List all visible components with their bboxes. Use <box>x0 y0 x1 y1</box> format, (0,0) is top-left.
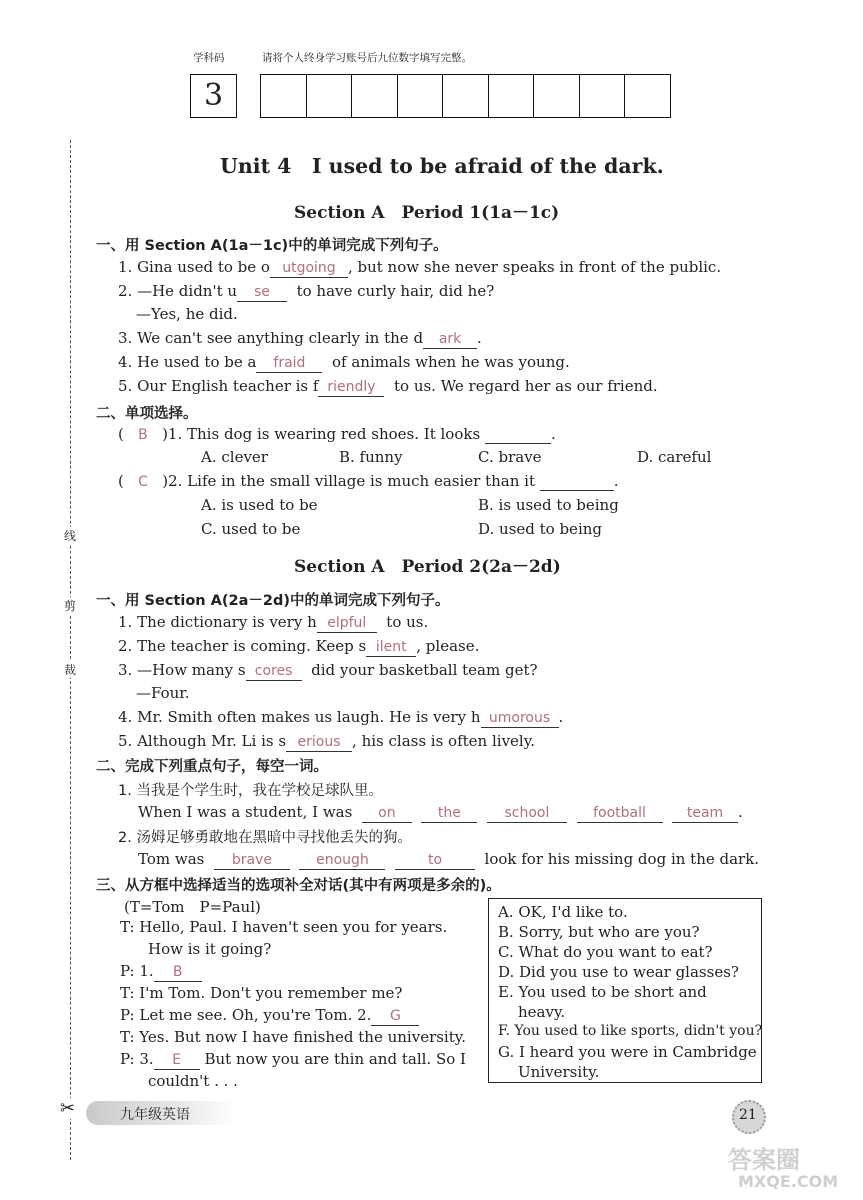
question-text: P: 3. <box>120 1050 154 1068</box>
account-digit-cell[interactable] <box>624 74 671 118</box>
answer-blank[interactable]: ilent <box>366 639 416 657</box>
answer-blank[interactable]: umorous <box>481 710 559 728</box>
cut-line <box>70 140 71 1160</box>
answer-blank[interactable]: fraid <box>256 355 322 373</box>
answer-blank[interactable]: brave <box>214 852 290 870</box>
answer-blank[interactable] <box>485 426 551 444</box>
footer-book-title: 九年级英语 <box>120 1107 190 1123</box>
mc-option: B. funny <box>339 448 403 466</box>
watermark-logo: 答案圈 <box>728 1146 800 1174</box>
account-digit-cell[interactable] <box>488 74 535 118</box>
answer-blank[interactable] <box>540 473 614 491</box>
option-item: A. OK, I'd like to. <box>498 903 628 921</box>
mc-answer[interactable]: C <box>138 474 148 490</box>
question-text: P: Let me see. Oh, you're Tom. 2. <box>120 1006 372 1024</box>
p1-q5 <box>118 377 658 397</box>
question-text: . <box>613 472 619 490</box>
mc-answer[interactable]: B <box>138 427 148 443</box>
mc-option: D. used to being <box>478 520 602 538</box>
answer-blank[interactable]: cores <box>246 663 302 681</box>
cut-mark-char: 裁 <box>63 663 76 677</box>
p1-q4 <box>118 353 570 373</box>
p2-part2-heading: 二、完成下列重点句子，每空一词。 <box>96 759 328 775</box>
dialog-line: T: Yes. But now I have finished the university. <box>120 1028 467 1046</box>
unit-title: Unit 4 I used to be afraid of the dark. <box>220 154 664 178</box>
p2-q4 <box>118 708 563 728</box>
answer-blank[interactable]: the <box>421 805 477 823</box>
account-digit-cell[interactable] <box>260 74 307 118</box>
mc-option: A. clever <box>201 448 268 466</box>
question-text: 5. Although Mr. Li is s <box>118 732 287 750</box>
question-text: , his class is often lively. <box>352 732 535 750</box>
answer-blank[interactable]: enough <box>299 852 385 870</box>
answer-blank[interactable]: team <box>672 805 738 823</box>
question-text: . <box>738 803 743 821</box>
option-item: B. Sorry, but who are you? <box>498 923 700 941</box>
account-digit-cell[interactable] <box>533 74 580 118</box>
p1-q2-reply: —Yes, he did. <box>136 305 238 323</box>
dialog-line: T: I'm Tom. Don't you remember me? <box>120 984 403 1002</box>
question-text: But now you are thin and tall. So I <box>204 1050 466 1068</box>
p2-q5 <box>118 732 535 752</box>
account-digit-cell[interactable] <box>442 74 489 118</box>
question-text: When I was a student, I was <box>138 803 353 821</box>
question-text: )1. This dog is wearing red shoes. It looks <box>162 425 481 443</box>
account-digit-cell[interactable] <box>397 74 444 118</box>
question-text: of animals when he was young. <box>331 353 570 371</box>
question-text: )2. Life in the small village is much easier than it <box>162 472 535 490</box>
question-text: 3. We can't see anything clearly in the d <box>118 329 424 347</box>
answer-blank[interactable]: riendly <box>318 379 384 397</box>
answer-blank[interactable]: erious <box>286 734 352 752</box>
answer-blank[interactable]: school <box>487 805 567 823</box>
question-text: . <box>477 329 482 347</box>
question-text: 2. The teacher is coming. Keep s <box>118 637 367 655</box>
question-text: Tom was <box>138 850 205 868</box>
question-text: 1. The dictionary is very h <box>118 613 317 631</box>
option-item: C. What do you want to eat? <box>498 943 713 961</box>
question-text: 1. Gina used to be o <box>118 258 270 276</box>
cut-mark-char: 线 <box>63 529 76 543</box>
p2-q1 <box>118 613 428 633</box>
question-text: . <box>558 708 564 726</box>
option-item: heavy. <box>518 1003 566 1021</box>
p2-part3-heading: 三、从方框中选择适当的选项补全对话(其中有两项是多余的)。 <box>96 878 501 894</box>
p1-q3 <box>118 329 482 349</box>
p1-q2 <box>118 282 494 302</box>
scissors-icon: ✂ <box>60 1098 76 1119</box>
question-text: did your basketball team get? <box>311 661 538 679</box>
question-text: to us. <box>386 613 429 631</box>
p2-q2 <box>118 637 479 657</box>
answer-blank[interactable]: utgoing <box>270 260 348 278</box>
question-text: look for his missing dog in the dark. <box>484 850 760 868</box>
answer-blank[interactable]: B <box>154 964 202 982</box>
answer-blank[interactable]: on <box>362 805 412 823</box>
period1-title: Section A Period 1(1a－1c) <box>294 203 560 223</box>
option-item: E. You used to be short and <box>498 983 707 1001</box>
question-text: , but now she never speaks in front of the public. <box>347 258 722 276</box>
p2-q3 <box>118 661 538 681</box>
mc-option: D. careful <box>637 448 712 466</box>
account-instruction: 请将个人终身学习账号后九位数字填写完整。 <box>262 52 472 64</box>
dialog-line: couldn't . . . <box>148 1072 238 1090</box>
account-digit-cell[interactable] <box>306 74 353 118</box>
answer-blank[interactable]: football <box>577 805 663 823</box>
account-digit-cell[interactable] <box>579 74 626 118</box>
account-digit-cell[interactable] <box>351 74 398 118</box>
answer-blank[interactable]: to <box>395 852 475 870</box>
p1-q1 <box>118 258 721 278</box>
mc-option: C. used to be <box>201 520 301 538</box>
cut-mark-char: 剪 <box>63 599 76 613</box>
p1-part2-heading: 二、单项选择。 <box>96 406 198 422</box>
sentence-2-chinese: 2. 汤姆足够勇敢地在黑暗中寻找他丢失的狗。 <box>118 830 412 846</box>
question-text: 2. —He didn't u <box>118 282 238 300</box>
question-text: , please. <box>416 637 480 655</box>
question-text: 4. Mr. Smith often makes us laugh. He is very h <box>118 708 481 726</box>
p2-q3-reply: —Four. <box>136 684 190 702</box>
dialog-line <box>120 962 202 982</box>
answer-blank[interactable]: ark <box>423 331 477 349</box>
dialog-line <box>120 1006 419 1026</box>
period2-title: Section A Period 2(2a－2d) <box>294 557 561 577</box>
dialog-line <box>120 1050 466 1070</box>
option-item: University. <box>518 1063 600 1081</box>
question-text: 5. Our English teacher is f <box>118 377 319 395</box>
mc-q2: ( C )2. Life in the small village is much easier than it . <box>118 472 619 490</box>
mc-option: C. brave <box>478 448 542 466</box>
option-item: D. Did you use to wear glasses? <box>498 963 739 981</box>
subject-code-label: 学科码 <box>193 52 225 64</box>
mc-option: A. is used to be <box>201 496 318 514</box>
dialog-line: T: Hello, Paul. I haven't seen you for years. <box>120 918 448 936</box>
answer-blank[interactable]: E <box>154 1052 200 1070</box>
option-item: F. You used to like sports, didn't you? <box>498 1023 763 1039</box>
option-item: G. I heard you were in Cambridge <box>498 1043 757 1061</box>
question-text: 3. —How many s <box>118 661 246 679</box>
watermark-url: MXQE.COM <box>738 1172 839 1191</box>
question-text: 4. He used to be a <box>118 353 257 371</box>
sentence-2-english <box>138 850 759 870</box>
dialog-line: How is it going? <box>148 940 272 958</box>
mc-option: B. is used to being <box>478 496 619 514</box>
question-text: . <box>550 425 556 443</box>
p2-part1-heading: 一、用 Section A(2a－2d)中的单词完成下列句子。 <box>96 593 450 609</box>
sentence-1-english <box>138 803 743 823</box>
question-text: to have curly hair, did he? <box>296 282 495 300</box>
answer-blank[interactable]: G <box>371 1008 419 1026</box>
sentence-1-chinese: 1. 当我是个学生时，我在学校足球队里。 <box>118 783 383 799</box>
dialog-legend: (T=Tom P=Paul) <box>124 898 261 916</box>
answer-blank[interactable]: elpful <box>317 615 377 633</box>
subject-code: 3 <box>204 78 224 113</box>
p1-part1-heading: 一、用 Section A(1a－1c)中的单词完成下列句子。 <box>96 238 448 254</box>
answer-blank[interactable]: se <box>237 284 287 302</box>
question-text: P: 1. <box>120 962 154 980</box>
page-number: 21 <box>739 1107 757 1123</box>
question-text: to us. We regard her as our friend. <box>394 377 658 395</box>
mc-q1: ( B )1. This dog is wearing red shoes. It looks . <box>118 425 556 443</box>
